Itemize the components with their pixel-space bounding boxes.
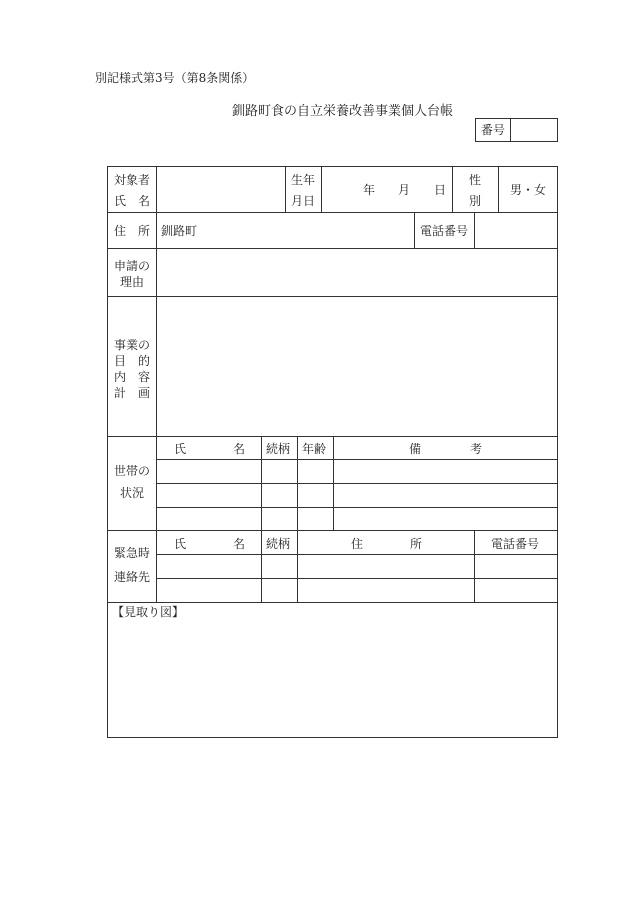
map-label: 【見取り図】	[112, 605, 185, 619]
year-label: 年	[363, 183, 376, 197]
purpose-label-3: 内 容	[114, 370, 151, 384]
month-label: 月	[398, 183, 411, 197]
address-label: 住 所	[114, 224, 151, 238]
emergency-label-2: 連絡先	[114, 570, 151, 584]
map-area[interactable]	[108, 620, 557, 737]
emergency-col-name-1: 氏	[174, 537, 187, 551]
emergency-col-name-2: 名	[233, 537, 246, 551]
sex-label-1: 性	[469, 173, 482, 187]
emergency-col-address-1: 住	[351, 537, 364, 551]
household-col-notes-2: 考	[470, 442, 483, 456]
number-field[interactable]	[511, 119, 557, 141]
emergency-label-1: 緊急時	[114, 546, 151, 560]
document-title: 釧路町食の自立栄養改善事業個人台帳	[232, 104, 454, 119]
day-label: 日	[434, 183, 447, 197]
birth-label-1: 生年	[291, 173, 316, 187]
reason-label-2: 理由	[120, 275, 145, 289]
household-label-1: 世帯の	[114, 464, 151, 478]
birth-date-field[interactable]	[322, 167, 451, 211]
purpose-field[interactable]	[157, 297, 557, 435]
household-col-name-2: 名	[233, 442, 246, 456]
emergency-col-phone: 電話番号	[491, 537, 540, 551]
phone-field[interactable]	[475, 213, 557, 247]
reason-field[interactable]	[157, 249, 557, 295]
household-col-relation: 続柄	[266, 442, 291, 456]
address-value[interactable]: 釧路町	[161, 224, 198, 238]
reason-label-1: 申請の	[114, 259, 151, 273]
birth-label-2: 月日	[291, 194, 316, 208]
emergency-col-relation: 続柄	[266, 537, 291, 551]
household-label-2: 状況	[120, 486, 145, 500]
household-col-age: 年齢	[302, 442, 327, 456]
purpose-label-1: 事業の	[114, 338, 151, 352]
sex-value[interactable]: 男・女	[510, 183, 547, 197]
purpose-label-4: 計 画	[114, 386, 151, 400]
phone-label: 電話番号	[420, 224, 469, 238]
household-col-name-1: 氏	[174, 442, 187, 456]
emergency-col-address-2: 所	[410, 537, 423, 551]
subject-label-1: 対象者	[114, 173, 151, 187]
household-col-notes-1: 備	[409, 442, 422, 456]
subject-name-field[interactable]	[157, 167, 284, 211]
form-reference: 別記様式第3号（第8条関係）	[95, 71, 255, 85]
sex-label-2: 別	[469, 194, 482, 208]
number-label: 番号	[481, 123, 506, 137]
subject-label-2: 氏 名	[114, 194, 151, 208]
purpose-label-2: 目 的	[114, 354, 151, 368]
